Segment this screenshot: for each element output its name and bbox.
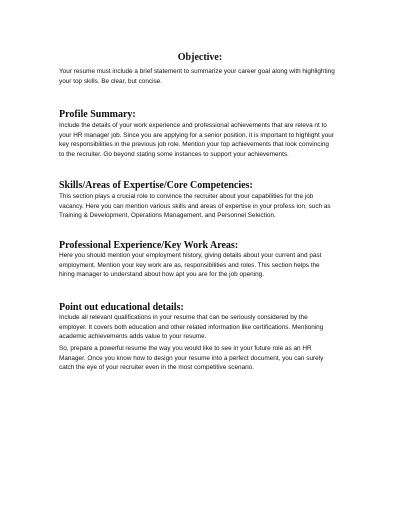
skills-line-3: Training & Development, Operations Management, and Personnel Selection. <box>59 212 276 219</box>
profile-summary-heading: Profile Summary: <box>59 109 136 120</box>
closing-line-2: Manager. Once you know how to design your resume into a perfect document, you can surely <box>59 354 324 362</box>
experience-paragraph <box>59 251 359 280</box>
closing-paragraph <box>59 344 359 373</box>
skills-line-2: vacancy. Here you can mention various skills and areas of expertise in your profess ion, such as <box>59 202 331 210</box>
skills-line-1: This section plays a crucial role to convince the recruiter about your capabilities for the job <box>59 193 314 200</box>
education-line-3: academic achievements adds value to your resume. <box>59 333 207 340</box>
profile-summary-paragraph <box>59 121 359 159</box>
objective-heading: Objective: <box>177 52 223 63</box>
skills-heading: Skills/Areas of Expertise/Core Competencies: <box>59 180 253 191</box>
closing-line-1: So, prepare a powerful resume the way you would like to see in your future role as an HR <box>59 345 312 352</box>
profile-summary-line-1: Include the details of your work experience and professional achievements that are releva nt to <box>59 122 327 129</box>
education-paragraph <box>59 313 359 342</box>
closing-line-3: catch the eye of your recruiter even in the most competitive scenario. <box>59 364 255 371</box>
experience-line-2: employment. Mention your key work are as, responsibilities and roles. This section helps the <box>59 261 320 269</box>
education-heading: Point out educational details: <box>59 302 184 313</box>
education-line-1: Include all relevant qualifications in your resume that can be seriously considered by the <box>59 314 308 321</box>
objective-paragraph <box>59 67 359 86</box>
objective-line-1: Your resume must include a brief statement to summarize your career goal along with highlighting <box>59 68 335 75</box>
profile-summary-line-3: key responsibilities in the previous job role. Mention your top achievements that look convincing <box>59 141 329 148</box>
education-line-2: employer. It covers both education and other related information like certifications. Mentioning <box>59 323 324 331</box>
experience-line-3: hiring manager to understand about how apt you are for the job opening. <box>59 271 264 278</box>
skills-paragraph <box>59 192 359 221</box>
experience-line-1: Here you should mention your employment history, giving details about your current and past <box>59 252 322 259</box>
experience-heading: Professional Experience/Key Work Areas: <box>59 240 239 251</box>
objective-line-2: your top skills. Be clear, but concise. <box>59 77 163 85</box>
profile-summary-line-4: to the recruiter. Go beyond stating some instances to support your achievements. <box>59 150 289 158</box>
profile-summary-line-2: your HR manager job. Since you are applying for a senior position, it is important to highlight your <box>59 131 334 139</box>
